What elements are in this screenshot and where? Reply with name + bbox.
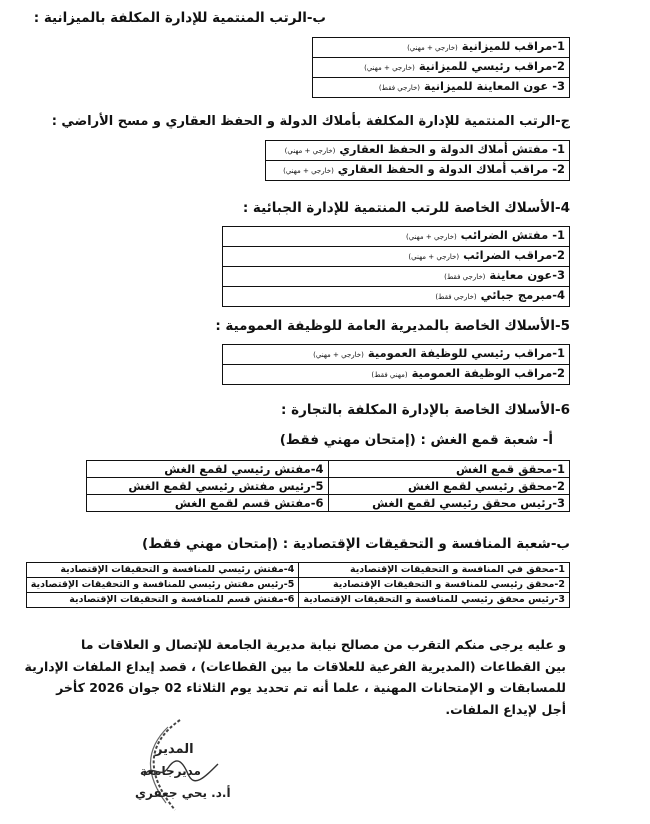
table-row	[266, 161, 570, 181]
cell: 2-محقق رئيسي لقمع الغش	[328, 478, 570, 495]
cell: 3-رئيس محقق رئيسي لقمع الغش	[328, 495, 570, 512]
cell: 1-محقق قمع الغش	[328, 461, 570, 478]
section-6a-title: أ- شعبة قمع الغش : (إمتحان مهني فقط)	[279, 432, 553, 448]
table-row	[313, 38, 570, 58]
item-tag: (خارجي + مهني)	[405, 233, 457, 241]
closing-paragraph	[24, 634, 566, 720]
item-label: 3- عون المعاينة للميزانية	[424, 79, 565, 93]
table-row	[313, 58, 570, 78]
item-label: 1- مفتش الضرائب	[460, 228, 565, 242]
signature-name: أ.د. يحي جعفري	[135, 786, 231, 800]
item-tag: (خارجي + مهني)	[408, 253, 460, 261]
item-tag: (خارجي فقط)	[378, 84, 421, 92]
section-c-table	[265, 140, 570, 181]
table-row	[223, 227, 570, 247]
item-label: 1- مفتش أملاك الدولة و الحفظ العقاري	[339, 142, 565, 156]
item-label: 2- مراقب أملاك الدولة و الحفظ العقاري	[337, 162, 565, 176]
item-tag: (خارجي فقط)	[444, 273, 486, 281]
cell: 4-مفتش رئيسي للمنافسة و التحقيقات الإقتصادية	[26, 563, 299, 578]
table-row	[223, 365, 570, 385]
cell: 1-محقق في المنافسة و التحقيقات الإقتصادية	[299, 563, 570, 578]
cell: 2-محقق رئيسي للمنافسة و التحقيقات الإقتصادية	[299, 578, 570, 593]
table-row	[223, 287, 570, 307]
cell: 3-رئيس محقق رئيسي للمنافسة و التحقيقات الإقتصادية	[299, 593, 570, 608]
table-row	[87, 461, 570, 478]
item-label: 1-مراقب رئيسي للوظيفة العمومية	[367, 346, 565, 360]
cell: 6-مفتش قسم للمنافسة و التحقيقات الإقتصادية	[26, 593, 299, 608]
item-tag: (خارجي + مهني)	[284, 147, 336, 155]
cell: 6-مفتش قسم لقمع الغش	[87, 495, 329, 512]
item-tag: (خارجي + مهني)	[407, 44, 458, 52]
section-c-title: ج-الرتب المنتمية للإدارة المكلفة بأملاك الدولة و الحفظ العقاري و مسح الأراضي :	[51, 114, 570, 129]
item-label: 1-مراقب للميزانية	[461, 39, 565, 53]
cell: 5-رئيس مفتش رئيسي للمنافسة و التحقيقات الإقتصادية	[26, 578, 299, 593]
section-6b-title: ب-شعبة المنافسة و التحقيقات الإقتصادية : (إمتحان مهني فقط)	[142, 536, 570, 552]
item-label: 4-مبرمج جبائي	[480, 288, 565, 302]
section-5-title: 5-الأسلاك الخاصة بالمديرية العامة للوظيفة العمومية :	[215, 318, 570, 334]
section-6-title: 6-الأسلاك الخاصة بالإدارة المكلفة بالتجارة :	[281, 402, 570, 418]
table-row	[313, 78, 570, 98]
signature-title: المدير	[155, 742, 194, 757]
table-row	[223, 247, 570, 267]
item-label: 2-مراقب الوظيفة العمومية	[411, 366, 565, 380]
table-row	[87, 478, 570, 495]
section-6b-table	[26, 562, 570, 608]
table-row	[223, 345, 570, 365]
paragraph-line: للمسابقات و الإمتحانات المهنية ، علما أنه تم تحديد يوم الثلاثاء 02 جوان 2026 كأخر	[56, 680, 566, 695]
section-b-title: ب-الرتب المنتمية للإدارة المكلفة بالميزانية :	[33, 10, 326, 26]
section-5-table	[222, 344, 570, 385]
table-row	[26, 578, 569, 593]
signature-line2: مديرجامعة	[140, 764, 201, 778]
item-tag: (خارجي + مهني)	[313, 351, 364, 359]
section-6a-table	[86, 460, 570, 512]
item-label: 2-مراقب الضرائب	[463, 248, 565, 262]
table-row	[266, 141, 570, 161]
section-4-table	[222, 226, 570, 307]
handwritten-signature-icon	[142, 758, 222, 782]
table-row	[26, 593, 569, 608]
table-row	[223, 267, 570, 287]
item-tag: (خارجي + مهني)	[364, 64, 415, 72]
paragraph-line: بين القطاعات (المديرية الفرعية للعلاقات ما بين القطاعات) ، قصد إيداع الملفات الإدارية	[24, 658, 566, 674]
item-tag: (خارجي + مهني)	[283, 167, 334, 175]
paragraph-line: أجل لإيداع الملفات.	[445, 701, 566, 717]
item-label: 3-عون معاينة	[489, 268, 565, 282]
cell: 5-رئيس مفتش رئيسي لقمع الغش	[87, 478, 329, 495]
section-b-table	[312, 37, 570, 98]
cell: 4-مفتش رئيسي لقمع الغش	[87, 461, 329, 478]
table-row	[26, 563, 569, 578]
item-tag: (خارجي فقط)	[435, 293, 477, 301]
item-tag: (مهني فقط)	[371, 371, 408, 379]
table-row	[87, 495, 570, 512]
section-4-title: 4-الأسلاك الخاصة للرتب المنتمية للإدارة الجبائية :	[242, 200, 570, 216]
paragraph-line: و عليه يرجى منكم التقرب من مصالح نيابة مديرية الجامعة للإتصال و العلاقات ما	[81, 637, 566, 652]
item-label: 2-مراقب رئيسي للميزانية	[418, 59, 565, 73]
